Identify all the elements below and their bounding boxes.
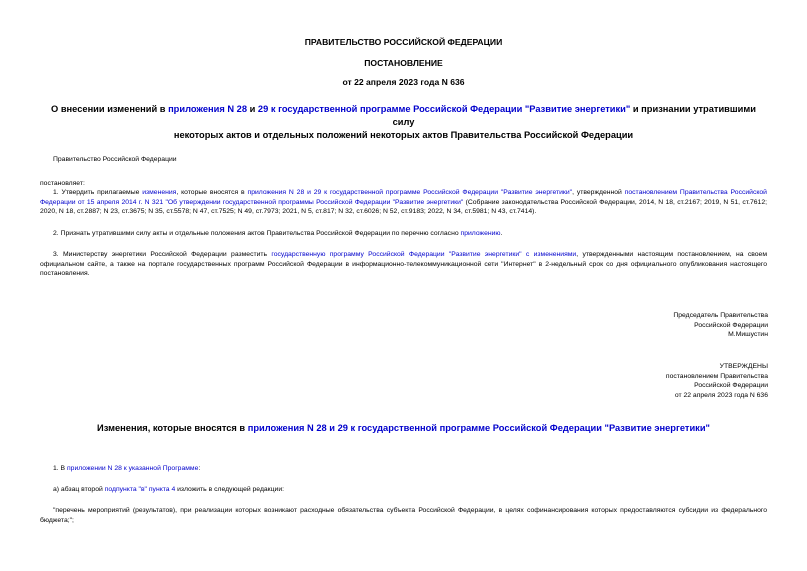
p2-link-appendix[interactable]: приложению xyxy=(460,230,501,237)
title-text-1: О внесении изменений в xyxy=(51,104,169,114)
p3-text-c: , утвержденными настоящим постановлением, на своем официальном сайте, а также на портале государственных программ Российской Федерации в информационно-телекоммуникационной сети "Интернет" в 2-недельный срок со дня официального опубликования настоящего постановления. xyxy=(40,251,768,277)
title-link-appendix-29[interactable]: 29 к государственной программе Российской Федерации "Развитие энергетики" xyxy=(257,104,631,114)
signature-block xyxy=(468,311,768,340)
changes-heading-link[interactable]: приложения N 28 и 29 к государственной программе Российской Федерации "Развитие энергетики" xyxy=(247,423,710,433)
paragraph-3 xyxy=(40,250,767,279)
item1-text-a: 1. В xyxy=(53,465,67,472)
p1-text-c: , утвержденной xyxy=(572,189,625,196)
p3-link-with-changes[interactable]: с изменениями xyxy=(525,251,577,258)
signature-line-2: Российской Федерации xyxy=(694,321,768,329)
title-text-3: и признании утратившими силу xyxy=(392,104,756,127)
changes-item-1 xyxy=(40,464,767,474)
p2-text-b: . xyxy=(500,230,503,237)
signature-line-1: Председатель Правительства xyxy=(673,312,768,319)
signature-line-3: М.Мишустин xyxy=(728,331,768,339)
approval-line-4: от 22 апреля 2023 года N 636 xyxy=(674,391,768,399)
changes-item-a xyxy=(40,485,767,495)
p3-text-a: 3. Министерству энергетики Российской Федерации разместить xyxy=(53,251,272,258)
changes-heading xyxy=(40,422,767,435)
approval-line-3: Российской Федерации xyxy=(694,382,768,390)
document-type: ПОСТАНОВЛЕНИЕ xyxy=(364,58,443,68)
title-text-2: и xyxy=(247,104,258,114)
changes-heading-text: Изменения, которые вносятся в xyxy=(97,423,248,433)
title-line-2: некоторых актов и отдельных положений некоторых актов Правительства Российской Федерации xyxy=(173,130,634,140)
approval-line-1: УТВЕРЖДЕНЫ xyxy=(719,363,768,370)
decrees-word: постановляет: xyxy=(40,180,85,187)
document-title xyxy=(40,103,767,142)
item-a-text-b: изложить в следующей редакции: xyxy=(175,486,285,493)
paragraph-2 xyxy=(40,229,767,239)
changes-quote: "перечень мероприятий (результатов), при реализации которых возникают расходные обязательства субъекта Российской Федерации, в целях софинансирования которых предоставляются субсидии из федерального бюджета;"; xyxy=(40,507,767,524)
title-link-appendix-28[interactable]: приложения N 28 xyxy=(168,104,248,114)
p1-link-appendices[interactable]: приложения N 28 и 29 к государственной программе Российской Федерации "Развитие энергетики" xyxy=(247,189,573,196)
paragraph-1 xyxy=(40,188,767,217)
item-a-link-subparagraph[interactable]: подпункта "в" пункта 4 xyxy=(104,486,176,493)
approval-line-2: постановлением Правительства xyxy=(665,372,768,380)
p3-link-program[interactable]: государственную программу Российской Федерации "Развитие энергетики" xyxy=(271,251,522,258)
government-heading: ПРАВИТЕЛЬСТВО РОССИЙСКОЙ ФЕДЕРАЦИИ xyxy=(304,37,503,47)
p2-text-a: 2. Признать утратившими силу акты и отдельные положения актов Правительства Российской Федерации по перечню согласно xyxy=(53,230,461,237)
p1-link-resolution-321[interactable]: постановлением Правительства Российской Федерации от 15 апреля 2014 г. N 321 "Об утверждении государственной программы Российской Федерации "Развитие энергетики" xyxy=(40,189,767,206)
item1-link-appendix-28[interactable]: приложении N 28 к указанной Программе xyxy=(66,465,199,472)
document-date-number: от 22 апреля 2023 года N 636 xyxy=(342,77,465,87)
p1-link-changes[interactable]: изменения xyxy=(142,189,177,196)
government-subject: Правительство Российской Федерации xyxy=(53,156,177,163)
p1-text-d: (Собрание законодательства Российской Федерации, 2014, N 18, ст.2167; 2019, N 51, ст.7612; 2020, N 18, ст.2887; N 23, ст.3675; N 35, ст.5578; N 47, ст.7525; N 49, ст.7973; 2021, N 5, ст.817; N 32, ст.6026; N 52, ст.9183; 2022, N 34, ст.5981; N 43, ст.7414). xyxy=(40,198,768,215)
p1-text-a: 1. Утвердить прилагаемые xyxy=(53,189,143,196)
approval-block xyxy=(468,362,768,400)
p1-text-b: , которые вносятся в xyxy=(176,189,248,196)
item1-text-b: : xyxy=(198,465,201,472)
item-a-text-a: а) абзац второй xyxy=(53,486,105,493)
